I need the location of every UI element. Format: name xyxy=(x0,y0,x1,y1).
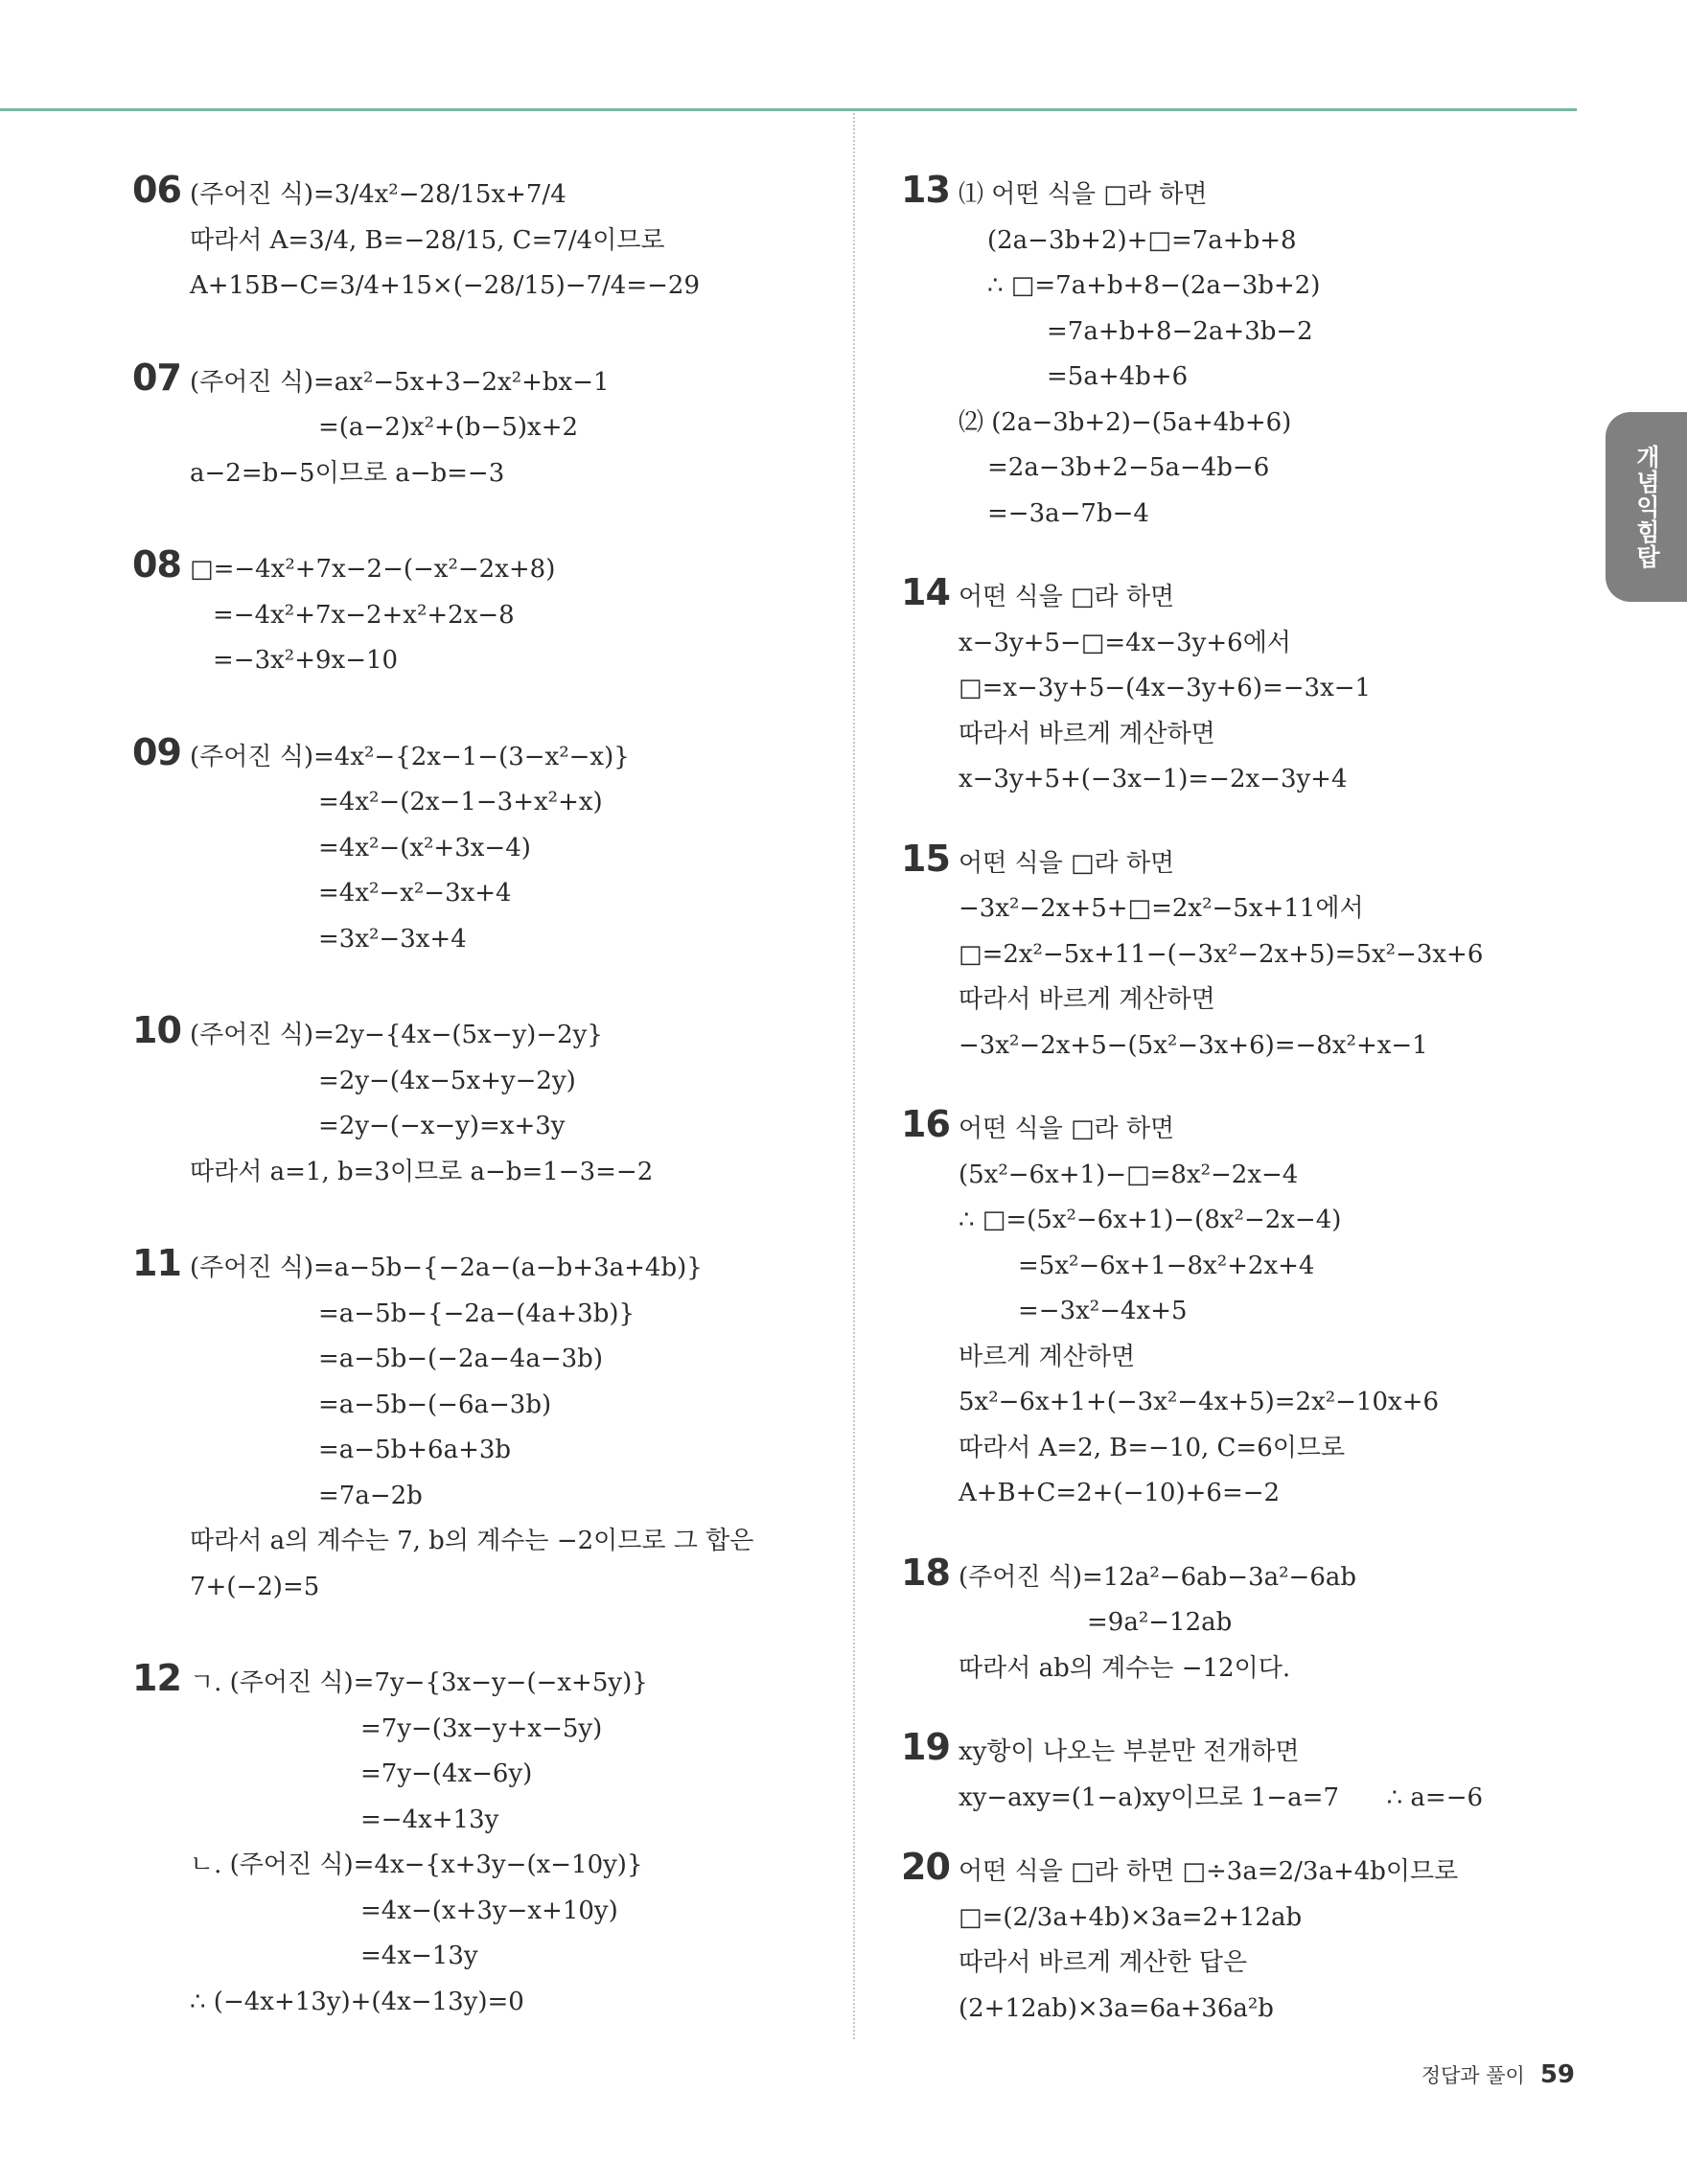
solution-line: =a−5b−(−2a−4a−3b) xyxy=(318,1345,603,1373)
right-column xyxy=(901,169,1591,2032)
problem-number: 14 xyxy=(901,571,950,613)
solution-line: 어떤 식을 □라 하면 □÷3a=2/3a+4b이므로 xyxy=(959,1857,1459,1886)
solution-line: =a−5b−(−6a−3b) xyxy=(318,1390,552,1419)
solution-line: (2a−3b+2)+□=7a+b+8 xyxy=(987,225,1297,255)
problem-number: 08 xyxy=(132,543,181,586)
solution-line: (주어진 식)=12a²−6ab−3a²−6ab xyxy=(959,1562,1357,1592)
problem-12 xyxy=(132,1657,822,2025)
solution-line: 따라서 a=1, b=3이므로 a−b=1−3=−2 xyxy=(190,1157,654,1186)
solution-line: =2y−(4x−5x+y−2y) xyxy=(318,1066,576,1095)
solution-line: =3x²−3x+4 xyxy=(318,924,467,954)
solution-line: (주어진 식)=3/4x²−28/15x+7/4 xyxy=(190,180,566,209)
problem-number: 16 xyxy=(901,1103,950,1145)
solution-line: a−2=b−5이므로 a−b=−3 xyxy=(190,458,505,488)
footer-label: 정답과 풀이 xyxy=(1421,2064,1525,2087)
solution-line: 어떤 식을 □라 하면 xyxy=(959,848,1175,878)
solution-line: A+15B−C=3/4+15×(−28/15)−7/4=−29 xyxy=(190,271,700,300)
problem-08 xyxy=(132,543,822,684)
problem-13 xyxy=(901,169,1591,537)
solution-line: x−3y+5−□=4x−3y+6에서 xyxy=(959,628,1291,657)
solution-line: ∴ □=7a+b+8−(2a−3b+2) xyxy=(987,271,1321,300)
solution-line: □=2x²−5x+11−(−3x²−2x+5)=5x²−3x+6 xyxy=(959,939,1484,969)
solution-line: 어떤 식을 □라 하면 xyxy=(959,583,1175,611)
solution-line: 따라서 바르게 계산하면 xyxy=(959,719,1215,748)
solution-line: 따라서 A=3/4, B=−28/15, C=7/4이므로 xyxy=(190,225,665,255)
solution-line: =a−5b+6a+3b xyxy=(318,1436,512,1464)
solution-line: =5x²−6x+1−8x²+2x+4 xyxy=(1018,1251,1315,1280)
solution-line: −3x²−2x+5−(5x²−3x+6)=−8x²+x−1 xyxy=(959,1030,1428,1060)
solution-line: =7y−(4x−6y) xyxy=(360,1759,533,1788)
solution-line: x−3y+5+(−3x−1)=−2x−3y+4 xyxy=(959,765,1348,793)
problem-number: 18 xyxy=(901,1551,950,1594)
solution-line: −3x²−2x+5+□=2x²−5x+11에서 xyxy=(959,894,1364,923)
page-footer xyxy=(1421,2060,1575,2089)
solution-line: =4x−13y xyxy=(360,1942,478,1970)
solution-line: =9a²−12ab xyxy=(1087,1608,1233,1637)
solution-line: 5x²−6x+1+(−3x²−4x+5)=2x²−10x+6 xyxy=(959,1388,1440,1416)
problem-number: 09 xyxy=(132,730,181,773)
solution-line: 따라서 ab의 계수는 −12이다. xyxy=(959,1653,1291,1683)
solution-line: =2y−(−x−y)=x+3y xyxy=(318,1112,566,1140)
solution-line: 따라서 바르게 계산하면 xyxy=(959,985,1215,1014)
problem-20 xyxy=(901,1846,1591,2032)
solution-line: A+B+C=2+(−10)+6=−2 xyxy=(959,1479,1281,1507)
solution-line: 바르게 계산하면 xyxy=(959,1342,1136,1371)
solution-line: =−3x²−4x+5 xyxy=(1018,1297,1188,1325)
problem-06 xyxy=(132,169,822,310)
solution-line: ∴ □=(5x²−6x+1)−(8x²−2x−4) xyxy=(959,1206,1342,1234)
solution-line: 따라서 A=2, B=−10, C=6이므로 xyxy=(959,1433,1346,1462)
solution-line: 7+(−2)=5 xyxy=(190,1572,320,1601)
solution-line: 따라서 a의 계수는 7, b의 계수는 −2이므로 그 합은 xyxy=(190,1527,754,1555)
solution-line: (2+12ab)×3a=6a+36a²b xyxy=(959,1993,1274,2023)
solution-line: =5a+4b+6 xyxy=(1047,362,1189,391)
solution-line: xy항이 나오는 부분만 전개하면 xyxy=(959,1737,1300,1766)
problem-number: 13 xyxy=(901,169,950,211)
problem-number: 07 xyxy=(132,356,181,399)
solution-line: xy−axy=(1−a)xy이므로 1−a=7 ∴ a=−6 xyxy=(959,1782,1484,1812)
solution-line: (주어진 식)=4x²−{2x−1−(3−x²−x)} xyxy=(190,742,630,771)
solution-line: =4x²−(2x−1−3+x²+x) xyxy=(318,788,603,816)
solution-line: =−4x+13y xyxy=(360,1805,499,1834)
solution-line: ⑴ 어떤 식을 □라 하면 xyxy=(959,180,1208,209)
problem-number: 20 xyxy=(901,1846,950,1888)
solution-line: =2a−3b+2−5a−4b−6 xyxy=(987,453,1270,482)
problem-number: 10 xyxy=(132,1009,181,1051)
problem-15 xyxy=(901,837,1591,1069)
solution-line: (주어진 식)=2y−{4x−(5x−y)−2y} xyxy=(190,1021,603,1049)
side-tab xyxy=(1606,412,1687,602)
problem-number: 12 xyxy=(132,1657,181,1699)
problem-number: 19 xyxy=(901,1726,950,1768)
solution-line: ㄴ. (주어진 식)=4x−{x+3y−(x−10y)} xyxy=(190,1851,643,1879)
solution-line: =−4x²+7x−2+x²+2x−8 xyxy=(213,600,515,630)
column-divider xyxy=(853,113,855,2039)
solution-line: =(a−2)x²+(b−5)x+2 xyxy=(318,413,579,442)
solution-line: (5x²−6x+1)−□=8x²−2x−4 xyxy=(959,1160,1299,1189)
solution-line: □=(2/3a+4b)×3a=2+12ab xyxy=(959,1902,1303,1932)
solution-line: =7a+b+8−2a+3b−2 xyxy=(1047,316,1313,346)
solution-line: ∴ (−4x+13y)+(4x−13y)=0 xyxy=(190,1987,524,2016)
solution-line: (주어진 식)=a−5b−{−2a−(a−b+3a+4b)} xyxy=(190,1253,703,1282)
problem-number: 15 xyxy=(901,837,950,880)
solution-line: =a−5b−{−2a−(4a+3b)} xyxy=(318,1299,636,1328)
left-column xyxy=(132,169,822,2025)
solution-line: =4x−(x+3y−x+10y) xyxy=(360,1896,618,1925)
solution-line: =4x²−x²−3x+4 xyxy=(318,879,512,908)
problem-number: 11 xyxy=(132,1242,181,1284)
solution-line: ㄱ. (주어진 식)=7y−{3x−y−(−x+5y)} xyxy=(190,1668,648,1697)
solution-line: □=x−3y+5−(4x−3y+6)=−3x−1 xyxy=(959,674,1372,702)
header-rule xyxy=(0,108,1577,111)
problem-16 xyxy=(901,1103,1591,1517)
solution-line: =7y−(3x−y+x−5y) xyxy=(360,1713,603,1743)
solution-line: □=−4x²+7x−2−(−x²−2x+8) xyxy=(190,555,556,584)
solution-line: =7a−2b xyxy=(318,1481,423,1510)
solution-line: 어떤 식을 □라 하면 xyxy=(959,1115,1175,1143)
problem-14 xyxy=(901,571,1591,803)
problem-19 xyxy=(901,1726,1591,1821)
solution-line: =4x²−(x²+3x−4) xyxy=(318,833,531,862)
problem-09 xyxy=(132,730,822,963)
solution-line: (주어진 식)=ax²−5x+3−2x²+bx−1 xyxy=(190,367,610,397)
problem-07 xyxy=(132,356,822,497)
problem-10 xyxy=(132,1009,822,1195)
solution-line: 따라서 바르게 계산한 답은 xyxy=(959,1948,1248,1977)
solution-line: ⑵ (2a−3b+2)−(5a+4b+6) xyxy=(959,407,1292,437)
problem-18 xyxy=(901,1551,1591,1692)
page-number: 59 xyxy=(1539,2060,1575,2089)
problem-number: 06 xyxy=(132,169,181,211)
solution-line: =−3a−7b−4 xyxy=(987,498,1149,528)
solution-line: =−3x²+9x−10 xyxy=(213,646,399,675)
problem-11 xyxy=(132,1242,822,1610)
side-tab-label: 개념익힘탑 xyxy=(1632,445,1661,569)
